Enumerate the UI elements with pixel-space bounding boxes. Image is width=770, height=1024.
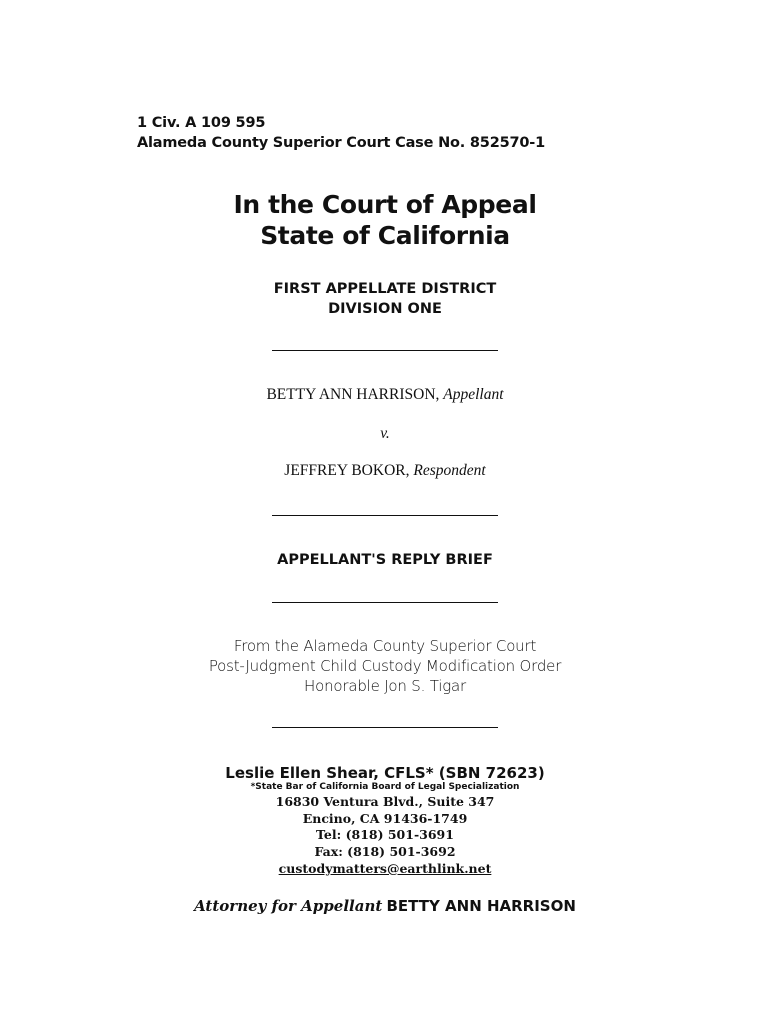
court-title bbox=[0, 189, 770, 251]
fax: Fax: (818) 501-3692 bbox=[314, 844, 456, 860]
certification-note: *State Bar of California Board of Legal Specialization bbox=[250, 782, 520, 792]
attorney-name: Leslie Ellen Shear, CFLS* (SBN 72623) bbox=[225, 764, 545, 782]
court-district bbox=[0, 279, 770, 319]
divider-rule bbox=[272, 350, 498, 351]
divider-rule bbox=[272, 602, 498, 603]
origin-court: From the Alameda County Superior Court bbox=[233, 637, 537, 655]
respondent-name: JEFFREY BOKOR, bbox=[284, 462, 410, 479]
respondent-line bbox=[0, 461, 770, 481]
attorney-for-line bbox=[0, 896, 770, 917]
divider-rule bbox=[272, 515, 498, 516]
attorney-contact bbox=[0, 794, 770, 878]
origin-judge: Honorable Jon S. Tigar bbox=[304, 677, 466, 695]
address-line2: Encino, CA 91436-1749 bbox=[302, 810, 468, 826]
appellant-name: BETTY ANN HARRISON, bbox=[266, 386, 440, 403]
case-header bbox=[137, 113, 545, 153]
email-link[interactable]: custodymatters@earthlink.net bbox=[278, 860, 492, 876]
division-name: DIVISION ONE bbox=[328, 301, 442, 317]
origin-order: Post-Judgment Child Custody Modification Order bbox=[208, 657, 562, 675]
origin-block bbox=[0, 636, 770, 696]
district-name: FIRST APPELLATE DISTRICT bbox=[273, 281, 497, 297]
versus-line bbox=[0, 424, 770, 444]
telephone: Tel: (818) 501-3691 bbox=[316, 827, 454, 843]
versus: v. bbox=[380, 425, 390, 442]
respondent-role: Respondent bbox=[413, 462, 486, 479]
client-name: BETTY ANN HARRISON bbox=[386, 897, 576, 915]
brief-title: APPELLANT'S REPLY BRIEF bbox=[277, 552, 493, 568]
divider-rule bbox=[272, 727, 498, 728]
court-title-line1: In the Court of Appeal bbox=[233, 190, 537, 219]
appellant-line bbox=[0, 385, 770, 405]
address-line1: 16830 Ventura Blvd., Suite 347 bbox=[275, 794, 495, 809]
superior-court-case-number: Alameda County Superior Court Case No. 852570-1 bbox=[137, 135, 545, 151]
appeal-number: 1 Civ. A 109 595 bbox=[137, 115, 266, 131]
appellant-role: Appellant bbox=[443, 386, 504, 403]
attorney-for-role: Attorney for Appellant bbox=[194, 897, 383, 915]
court-title-line2: State of California bbox=[260, 221, 510, 250]
